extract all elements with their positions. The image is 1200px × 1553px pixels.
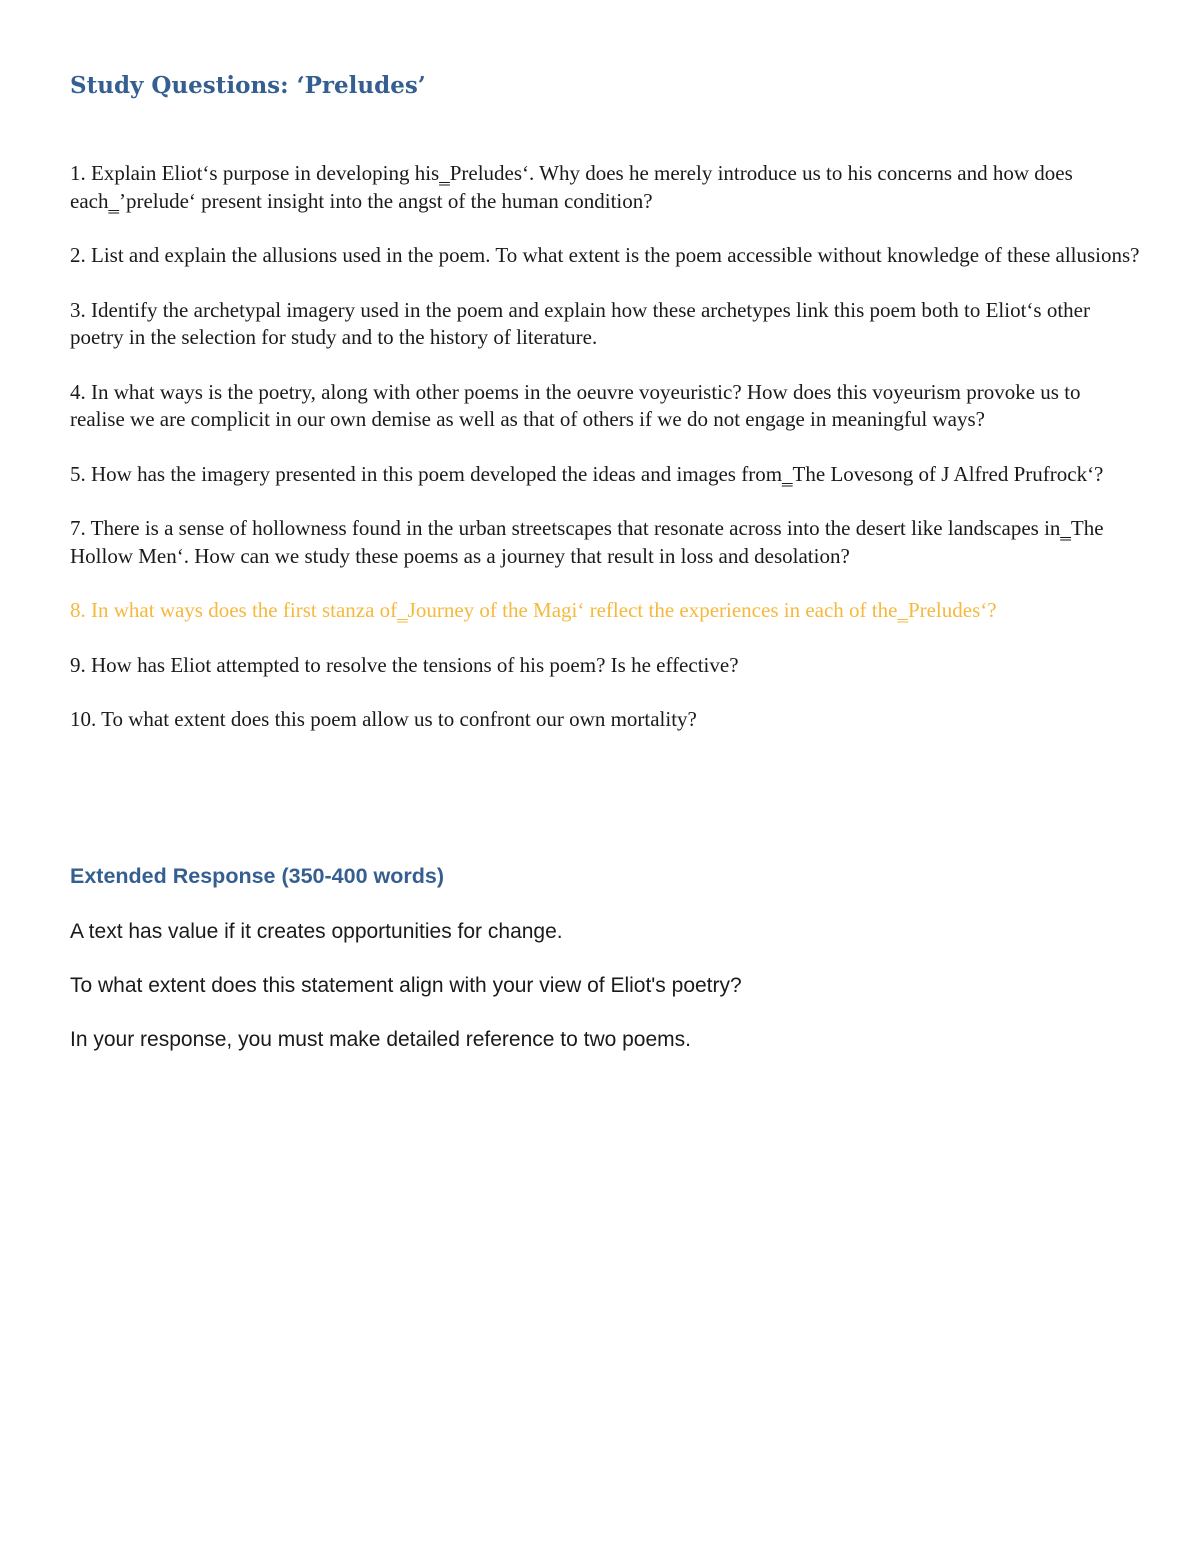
page-title: Study Questions: ‘Preludes’ bbox=[70, 72, 426, 99]
extended-response-heading: Extended Response (350-400 words) bbox=[70, 864, 444, 888]
study-question-4: 4. In what ways is the poetry, along with other poems in the oeuvre voyeuristic? How does this voyeurism provoke us to realise we are complicit in our own demise as well as that of others if we do not engage in meaningful ways? bbox=[70, 379, 1081, 431]
study-question-7: 7. There is a sense of hollowness found in the urban streetscapes that resonate across into the desert like landscapes in‗The Hollow Men‘. How can we study these poems as a journey that result in loss and desolation? bbox=[70, 516, 1104, 568]
study-question-3: 3. Identify the archetypal imagery used in the poem and explain how these archetypes link this poem both to Eliot‘s other poetry in the selection for study and to the history of literature. bbox=[70, 297, 1090, 349]
extended-response-statement: A text has value if it creates opportunities for change. bbox=[70, 920, 563, 943]
extended-response-instruction: In your response, you must make detailed reference to two poems. bbox=[70, 1028, 691, 1051]
extended-response-question: To what extent does this statement align with your view of Eliot's poetry? bbox=[70, 974, 742, 997]
study-question-1: 1. Explain Eliot‘s purpose in developing his‗Preludes‘. Why does he merely introduce us to his concerns and how does each‗’prelude‘ present insight into the angst of the human condition? bbox=[70, 161, 1073, 213]
study-question-9: 9. How has Eliot attempted to resolve the tensions of his poem? Is he effective? bbox=[70, 652, 739, 677]
study-question-5: 5. How has the imagery presented in this poem developed the ideas and images from‗The Lovesong of J Alfred Prufrock‘? bbox=[70, 461, 1104, 486]
study-questions-list bbox=[70, 160, 1140, 761]
study-question-8-highlighted: 8. In what ways does the first stanza of‗Journey of the Magi‘ reflect the experiences in each of the‗Preludes‘? bbox=[70, 598, 997, 622]
study-question-10: 10. To what extent does this poem allow us to confront our own mortality? bbox=[70, 707, 697, 731]
study-question-2: 2. List and explain the allusions used in the poem. To what extent is the poem accessible without knowledge of these allusions? bbox=[70, 243, 1140, 267]
